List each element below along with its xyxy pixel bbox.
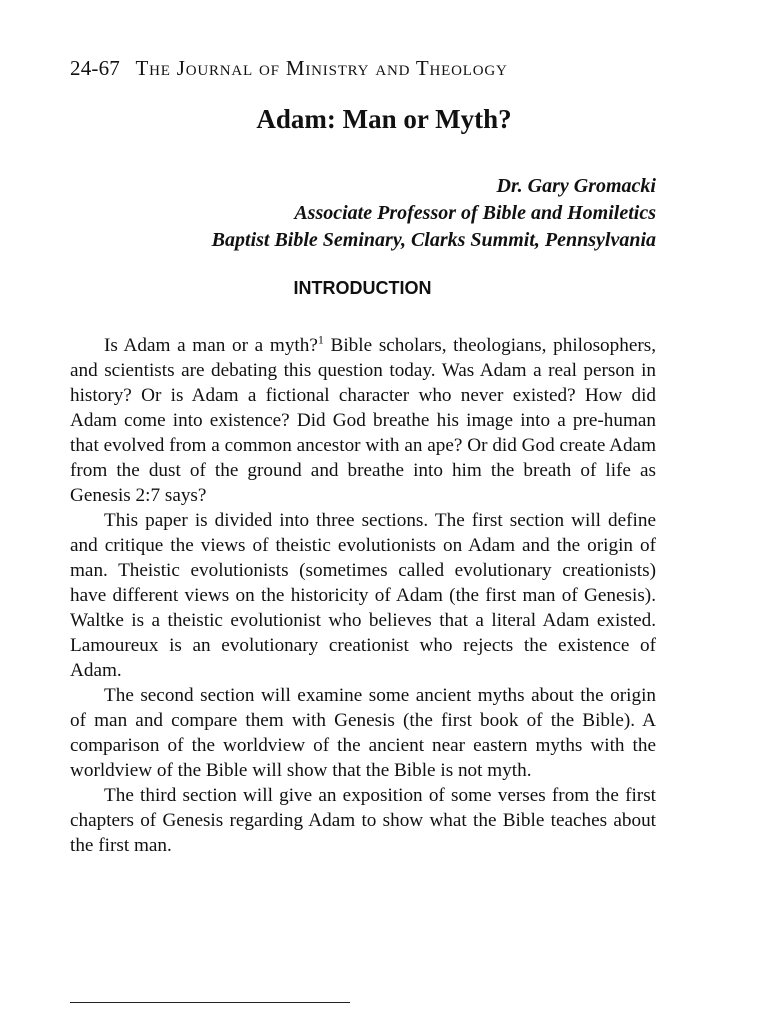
article-title: Adam: Man or Myth? — [256, 104, 512, 134]
body-paragraph: The third section will give an exposition of some verses from the first chapters of Genesis regarding Adam to show what the Bible teaches about the first man. — [70, 785, 656, 856]
paragraph-text: Is Adam a man or a myth? — [104, 335, 318, 356]
page-number: 24-67 — [70, 56, 120, 80]
running-header — [70, 56, 508, 81]
body-paragraph — [70, 333, 656, 508]
paragraph-text: Bible scholars, theologians, philosophers, and scientists are debating this question today. Was Adam a real person in history? Or is Adam a fictional character who never existed? How did Adam come into existence? Did God breathe his image into a pre-human that evolved from a common ancestor with an ape? Or did God create Adam from the dust of the ground and breathe into him the breath of life as Genesis 2:7 says? — [70, 335, 656, 506]
footnote-reference[interactable]: 1 — [317, 332, 324, 347]
journal-title: The Journal of Ministry and Theology — [135, 56, 508, 80]
article-body — [70, 333, 656, 858]
author-byline — [212, 173, 656, 254]
footnote-divider — [70, 1002, 350, 1003]
author-position: Associate Professor of Bible and Homiletics — [294, 202, 656, 224]
section-heading: INTRODUCTION — [293, 278, 432, 298]
author-affiliation: Baptist Bible Seminary, Clarks Summit, Pennsylvania — [211, 229, 656, 251]
body-paragraph: This paper is divided into three sections. The first section will define and critique the views of theistic evolutionists on Adam and the origin of man. Theistic evolutionists (sometimes called evolutionary creationists) have different views on the historicity of Adam (the first man of Genesis). Waltke is a theistic evolutionist who believes that a literal Adam existed. Lamoureux is an evolutionary creationist who rejects the existence of Adam. — [70, 510, 656, 681]
body-paragraph: The second section will examine some ancient myths about the origin of man and compare them with Genesis (the first book of the Bible). A comparison of the worldview of the ancient near eastern myths with the worldview of the Bible will show that the Bible is not myth. — [70, 685, 656, 781]
author-name: Dr. Gary Gromacki — [496, 175, 656, 197]
